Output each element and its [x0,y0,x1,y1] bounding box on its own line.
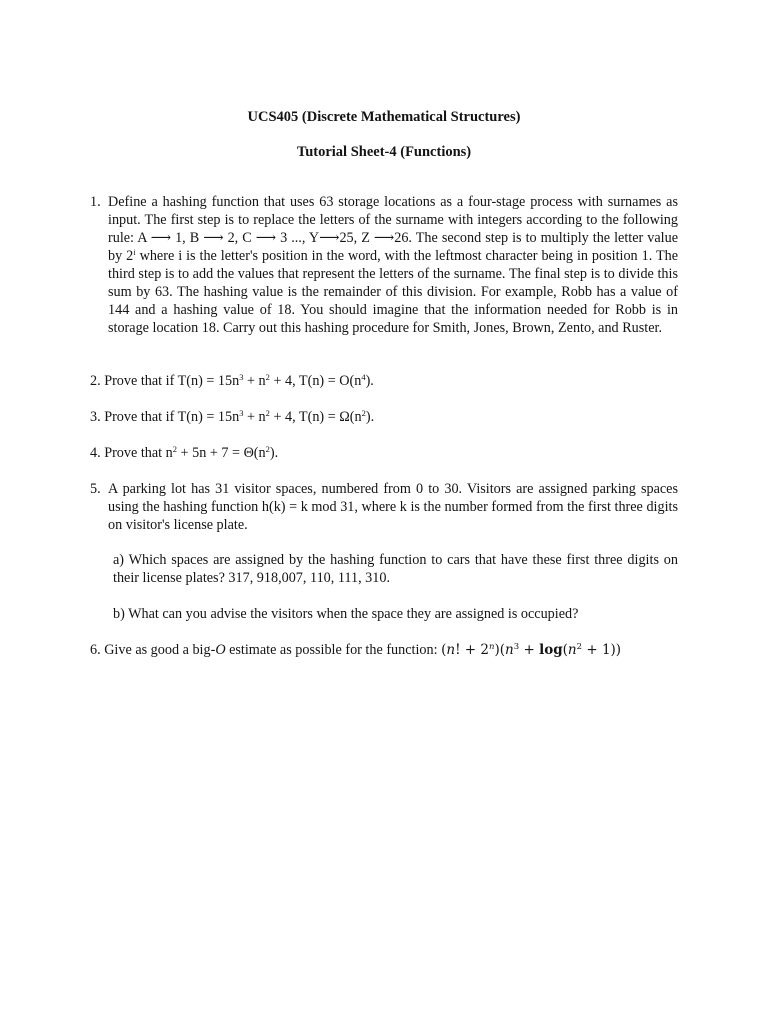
question-4-number: 4. [90,445,101,461]
question-2-text: Prove that if T(n) = 15n [104,373,240,389]
formula-var: n [446,642,456,658]
formula-part: ( [562,642,568,658]
question-3-number: 3. [90,409,101,425]
document-subtitle: Tutorial Sheet-4 (Functions) [296,144,472,160]
question-6 [90,641,710,659]
question-2 [90,372,690,390]
question-6-text: Give as good a big- [104,642,216,658]
question-4-text: ). [269,445,279,461]
question-3-text: ). [365,409,375,425]
question-5-number: 5. [90,481,101,497]
formula-part: ! + 2 [455,642,489,658]
formula-part: + 1)) [582,642,622,658]
question-5-part-b: b) What can you advise the visitors when the space they are assigned is occupied? [113,606,579,622]
question-2-exp: 3 [239,372,244,382]
question-3-text: Prove that if T(n) = 15n [104,409,240,425]
question-1-number: 1. [90,194,101,210]
question-2-text: + n [243,373,266,389]
question-6-text-after: estimate as possible for the function: [225,642,438,658]
formula-exp: n [489,642,495,652]
question-3-exp: 3 [239,408,244,418]
question-2-exp: 2 [265,372,270,382]
question-6-number: 6. [90,642,101,658]
question-3-text: + n [243,409,266,425]
question-1-text-a: Define a hashing function that uses 63 storage locations as a four-stage process with surnames as input. The first step is to replace the letters of the surname with integers according to the following rule: A ⟶ 1, B ⟶ 2, C ⟶ 3 ..., Y⟶25, Z ⟶26. The second step is to multiply the letter value by 2 [108,194,678,264]
question-2-exp: 4 [361,372,366,382]
question-3-text: + 4, T(n) = Ω(n [269,409,362,425]
formula-var: n [567,642,577,658]
question-3-exp: 2 [361,408,366,418]
question-4-exp: 2 [172,444,177,454]
question-3 [90,408,690,426]
formula-part: ( [441,642,447,658]
question-4-text: Prove that n [104,445,173,461]
question-1-text [108,193,678,337]
question-2-number: 2. [90,373,101,389]
question-1-power: i [133,247,136,257]
document-title: UCS405 (Discrete Mathematical Structures) [247,109,521,125]
question-6-formula [441,642,621,658]
formula-log: log [539,642,563,658]
question-4-text: + 5n + 7 = Θ(n [177,445,266,461]
question-5-text: A parking lot has 31 visitor spaces, numbered from 0 to 30. Visitors are assigned parking spaces using the hashing function h(k) = k mod 31, where k is the number formed from the first three digits on visitor's license plate. [108,481,678,533]
formula-part: )( [494,642,506,658]
question-5-part-a: a) Which spaces are assigned by the hashing function to cars that have these first three digits on their license plates? 317, 918,007, 110, 111, 310. [113,552,678,586]
question-4 [90,444,690,462]
formula-exp: 2 [576,642,583,652]
question-3-exp: 2 [265,408,270,418]
formula-part: + [519,642,540,658]
big-o-symbol: O [215,642,226,658]
question-2-text: + 4, T(n) = O(n [269,373,362,389]
formula-exp: 3 [513,642,520,652]
question-4-exp: 2 [265,444,270,454]
question-2-text: ). [365,373,374,389]
question-1-text-b: where i is the letter's position in the word, with the leftmost character being in position 1. The third step is to add the values that represent the letters of the surname. The final step is to divide this sum by 63. The hashing value is the remainder of this division. For example, Robb has a value of 144 and a hashing value of 18. You should imagine that the information needed for Robb is in storage location 18. Carry out this hashing procedure for Smith, Jones, Brown, Zento, and Ruster. [108,248,679,336]
formula-var: n [505,642,514,658]
